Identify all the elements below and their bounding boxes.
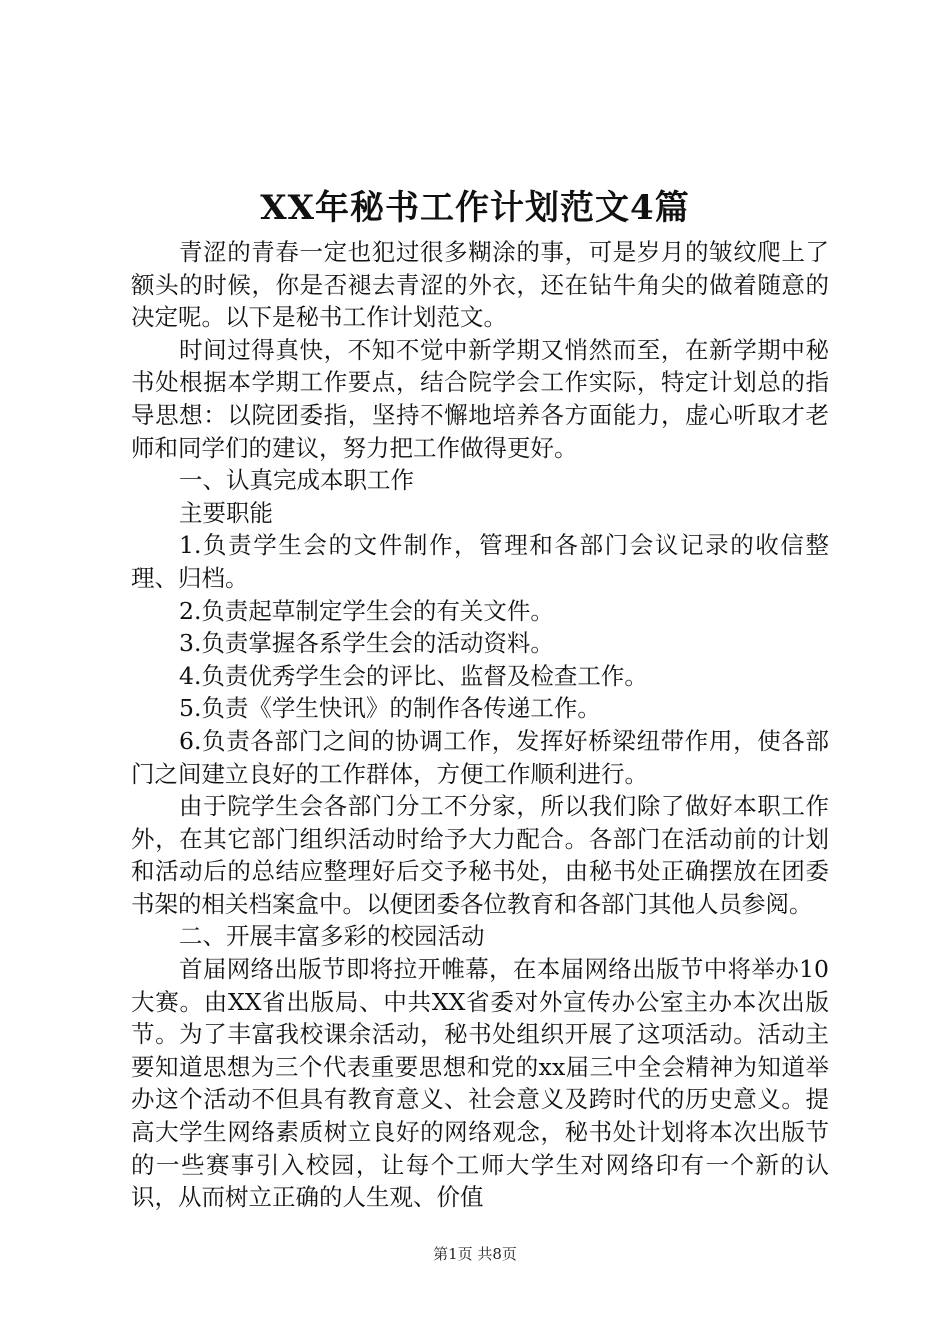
document-title: XX年秘书工作计划范文4篇 [260, 188, 690, 228]
paragraph-intro: 青涩的青春一定也犯过很多糊涂的事，可是岁月的皱纹爬上了额头的时候，你是否褪去青涩的外衣，还在钻牛角尖的做着随意的决定呢。以下是秘书工作计划范文。 [131, 238, 829, 332]
list-item-duty-2: 2.负责起草制定学生会的有关文件。 [179, 596, 554, 625]
paragraph-guiding-idea: 时间过得真快，不知不觉中新学期又悄然而至，在新学期中秘书处根据本学期工作要点，结合院学会工作实际，特定计划总的指导思想：以院团委指，坚持不懈地培养各方面能力，虚心听取才老师和同学们的建议，努力把工作做得更好。 [131, 335, 829, 462]
section-heading-2: 二、开展丰富多彩的校园活动 [179, 922, 485, 951]
list-item-duty-6: 6.负责各部门之间的协调工作，发挥好桥梁纽带作用，使各部门之间建立良好的工作群体，方便工作顺利进行。 [131, 726, 829, 788]
document-body [131, 236, 829, 1214]
list-item-duty-5: 5.负责《学生快讯》的制作各传递工作。 [179, 694, 601, 723]
list-item-duty-3: 3.负责掌握各系学生会的活动资料。 [179, 629, 554, 658]
list-item-duty-4: 4.负责优秀学生会的评比、监督及检查工作。 [179, 661, 648, 690]
paragraph-publishing-festival: 首届网络出版节即将拉开帷幕，在本届网络出版节中将举办10大赛。由XX省出版局、中共XX省委对外宣传办公室主办本次出版节。为了丰富我校课余活动，秘书处组织开展了这项活动。活动主要知道思想为三个代表重要思想和党的xx届三中全会精神为知道举办这个活动不但具有教育意义、社会意义及跨时代的历史意义。提高大学生网络素质树立良好的网络观念，秘书处计划将本次出版节的一些赛事引入校园，让每个工师大学生对网络印有一个新的认识，从而树立正确的人生观、价值 [131, 955, 829, 1212]
list-item-duty-1: 1.负责学生会的文件制作，管理和各部门会议记录的收信整理、归档。 [131, 531, 829, 592]
page-footer: 第1页 共8页 [433, 1245, 517, 1263]
subheading-main-duties: 主要职能 [179, 498, 273, 527]
paragraph-cooperation: 由于院学生会各部门分工不分家，所以我们除了做好本职工作外，在其它部门组织活动时给予大力配合。各部门在活动前的计划和活动后的总结应整理好后交予秘书处，由秘书处正确摆放在团委书架的相关档案盒中。以便团委各位教育和各部门其他人员参阅。 [131, 792, 829, 918]
section-heading-1: 一、认真完成本职工作 [179, 466, 414, 495]
